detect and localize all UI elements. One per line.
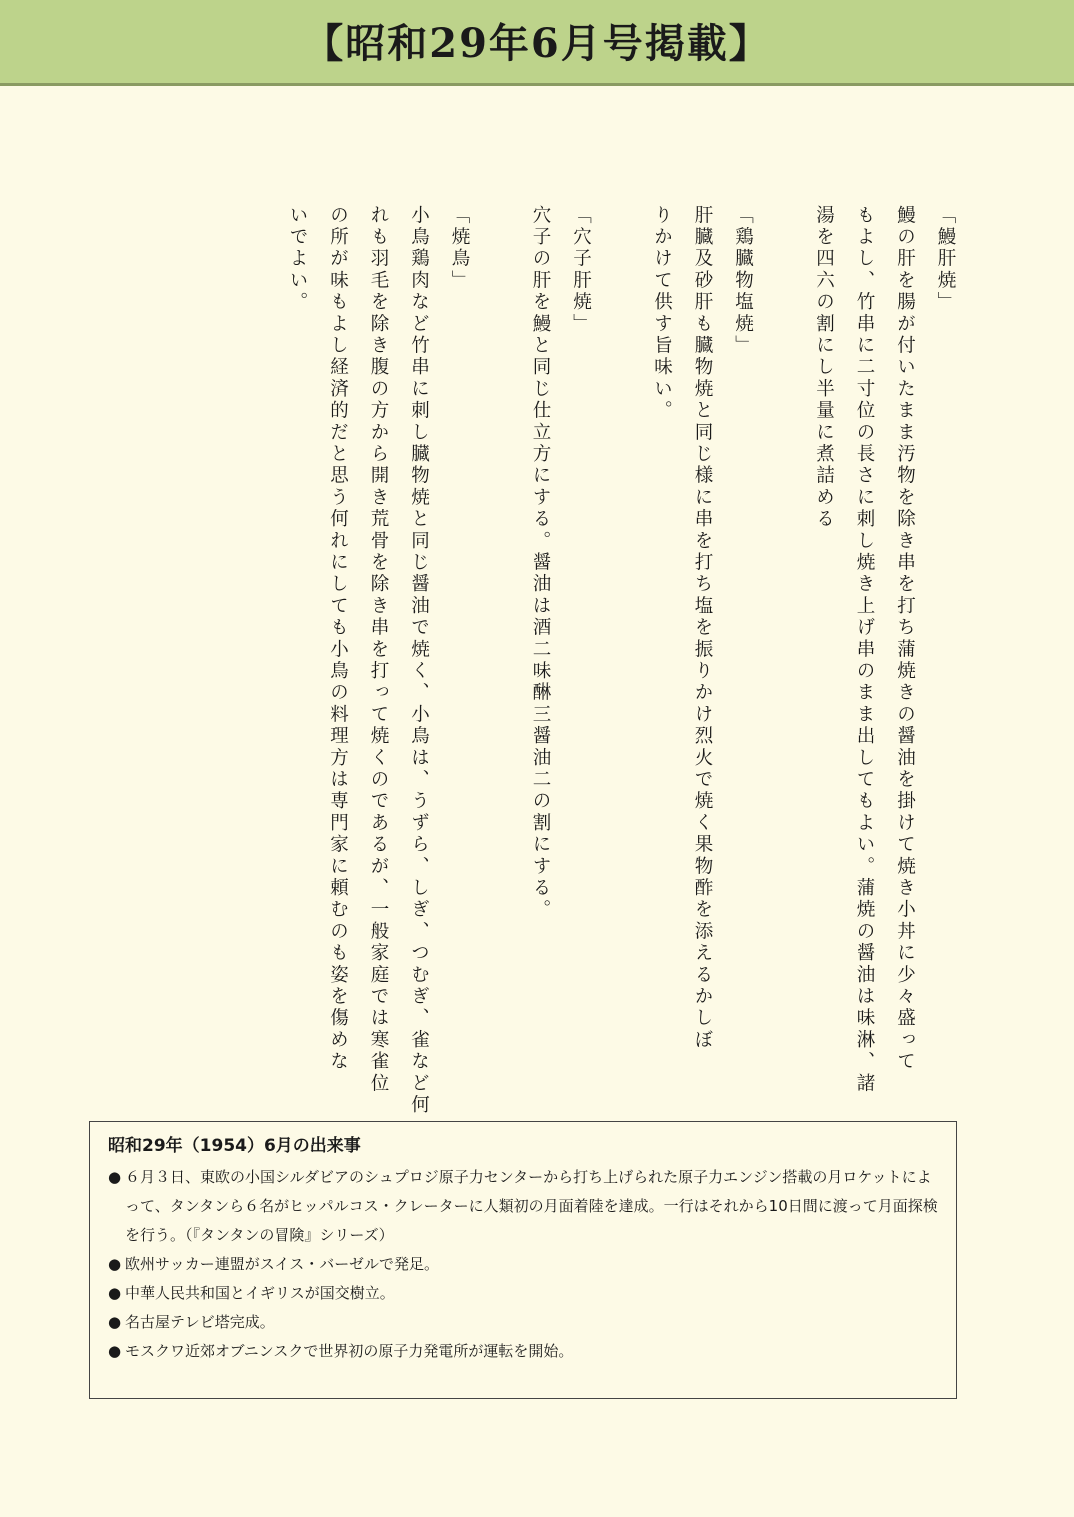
- column-spacer: [763, 205, 804, 1075]
- article-column: 湯を四六の割にし半量に煮詰める: [813, 205, 835, 531]
- event-text: モスクワ近郊オブニンスクで世界初の原子力発電所が運転を開始。: [125, 1342, 574, 1360]
- bullet-icon: ●: [108, 1313, 122, 1331]
- column-spacer: [479, 205, 520, 1075]
- section-heading-unagi: 「鰻肝焼」: [935, 205, 956, 314]
- page-title: 【昭和29年6月号掲載】: [303, 20, 771, 67]
- list-item: [108, 1337, 946, 1366]
- column-spacer: [601, 205, 642, 1075]
- section-heading-yakitori: 「焼鳥」: [449, 205, 470, 292]
- list-item: [108, 1163, 946, 1250]
- header-banner: [0, 0, 1074, 86]
- article-column: 小鳥鶏肉など竹串に刺し臓物焼と同じ醤油で焼く、小鳥は、うずら、しぎ、つむぎ、雀など何: [408, 205, 430, 1117]
- event-text: ６月３日、東欧の小国シルダビアのシュプロジ原子力センターから打ち上げられた原子力エンジン搭載の月ロケットによって、タンタンら６名がヒッパルコス・クレーターに人類初の月面着陸を達成。一行はそれから10日間に渡って月面探検を行う。（『タンタンの冒険』シリーズ）: [125, 1168, 938, 1244]
- event-text: 中華人民共和国とイギリスが国交樹立。: [125, 1284, 395, 1302]
- list-item: [108, 1279, 946, 1308]
- list-item: [108, 1250, 946, 1279]
- bullet-icon: ●: [108, 1284, 122, 1302]
- event-text: 名古屋テレビ塔完成。: [125, 1313, 275, 1331]
- article-column: いでよい。: [287, 205, 308, 314]
- article-column: の所が味もよし経済的だと思う何れにしても小鳥の料理方は専門家に頼むのも姿を傷めな: [327, 205, 349, 1073]
- bullet-icon: ●: [108, 1342, 122, 1360]
- events-list: [108, 1163, 946, 1366]
- article-column: れも羽毛を除き腹の方から開き荒骨を除き串を打って焼くのであるが、一般家庭では寒雀位: [368, 205, 389, 1095]
- article-column: 肝臓及砂肝も臓物焼と同じ様に串を打ち塩を振りかけ烈火で焼く果物酢を添えるかしぼ: [692, 205, 713, 1052]
- article-column: もよし、竹串に二寸位の長さに刺し焼き上げ串のまま出してもよい。蒲焼の醤油は味淋、諸: [854, 205, 875, 1095]
- events-title: 昭和29年（1954）6月の出来事: [108, 1136, 361, 1156]
- article-column: りかけて供す旨味い。: [651, 205, 673, 422]
- section-heading-tori-zomotsu: 「鶏臓物塩焼」: [732, 205, 754, 357]
- bullet-icon: ●: [108, 1255, 122, 1273]
- event-text: 欧州サッカー連盟がスイス・バーゼルで発足。: [125, 1255, 439, 1273]
- events-box: [89, 1121, 957, 1399]
- article-vertical-text: [270, 205, 965, 1117]
- article-column: 鰻の肝を腸が付いたまま汚物を除き串を打ち蒲焼きの醤油を掛けて焼き小丼に少々盛って: [894, 205, 916, 1074]
- list-item: [108, 1308, 946, 1337]
- bullet-icon: ●: [108, 1168, 122, 1186]
- article-column: 穴子の肝を鰻と同じ仕立方にする。醤油は酒二味醂三醤油二の割にする。: [530, 205, 551, 922]
- section-heading-anago: 「穴子肝焼」: [570, 205, 592, 336]
